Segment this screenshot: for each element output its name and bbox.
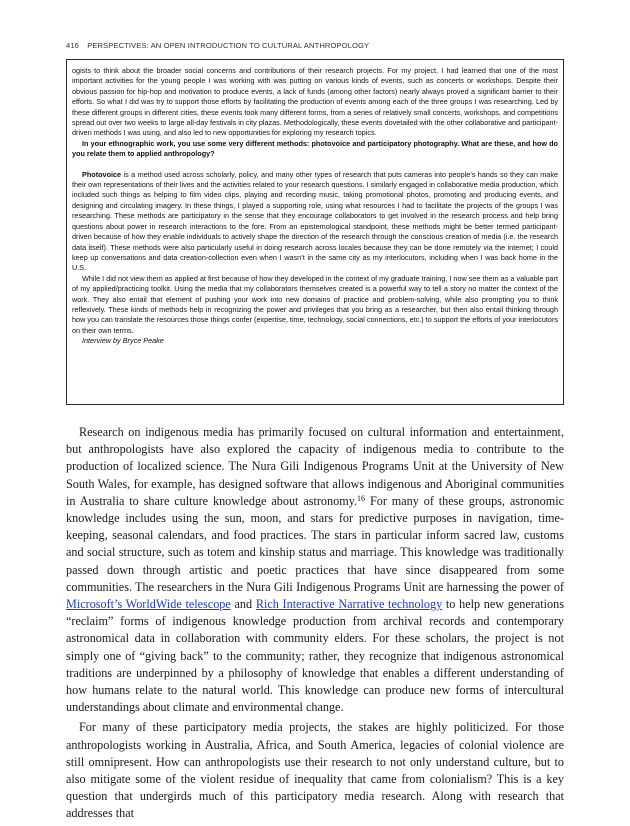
body-text-segment: For many of these groups, astronomic knowledge includes using the sun, moon, and stars for predictive purposes in navigation, time-keeping, seasonal calendars, and food practices. The stars in particular inform sacred law, customs and social structure, such as totem and kinship status and marriage. This knowledge was traditionally passed down through artistic and poetic practices that have since disappeared from some communities. The researchers in the Nura Gili Indigenous Programs Unit are harnessing the power of [66,493,564,594]
body-paragraph-2: For many of these participatory media projects, the stakes are highly politicized. For those anthropologists working in Australia, Africa, and South America, legacies of colonial violence are still omnipresent. How can anthropologists use their research to not only understand culture, but to also mitigate some of the violent residue of inequality that came from colonialism? This is a key question that undergirds much of this participatory media research. Along with research that addresses that [66,720,564,821]
page-number: 416 [66,41,79,50]
interview-question: In your ethnographic work, you use some very different methods: photovoice and participatory photography. What are these, and how do you relate them to applied anthropology? [72,138,558,159]
main-body-text [66,424,564,826]
running-head [66,41,369,50]
body-paragraph-1 [66,424,564,716]
rich-interactive-narrative-link[interactable]: Rich Interactive Narrative technology [255,597,443,612]
body-text-segment: to help new generations “reclaim” forms of indigenous knowledge production from archival records and contemporary astronomical data in collaboration with community elders. For these scholars, the project is not simply one of “giving back” to the community; rather, they recognize that indigenous astronomical traditions are underpinned by a philosophy of knowledge that enables a different understanding of how humans relate to the natural world. This knowledge can produce new forms of intercultural understandings about climate and environmental change. [66,597,564,715]
interview-signoff: Interview by Bryce Peake [82,336,164,346]
interview-answer [72,170,558,274]
worldwide-telescope-link[interactable]: Microsoft’s WorldWide telescope [66,597,231,612]
interview-paragraph: ogists to think about the broader social concerns and contributions of their research projects. For my project, I had learned that one of the most important activities for the young people I was working with was putting on various kinds of events, such as concerts or workshops. Despite their obvious passion for hip-hop and motivation to produce events, a lack of funds (among other factors) nearly always proved a significant barrier to their efforts. So what I did was try to support those efforts by facilitating the production of events among each of the three groups I was researching. Led by these different groups in different cities, these events took many different forms, from a series of relatively small concerts, workshops, and competitions spread out over two weeks to large all-day festivals in city plazas. Methodologically, these events dovetailed with the other collaborative and participant-driven methods I was using, and also led to new opportunities for exploring my research topics. [72,66,558,138]
answer-text: is a method used across scholarly, policy, and many other types of research that puts cameras into people’s hands so they can make their own representations of their lives and the activities related to your research questions. I similarly engaged in collaborative media production, which included such things as helping to film video clips, playing and recording music, taking promotional photos, promoting and producing events, and designing and circulating imagery. In these things, I played a supporting role, using what resources I had to facilitate the projects of the groups I was researching. These methods are participatory in the sense that they encourage collaborators to get involved in the research process and help bring questions about power in research interactions to the fore. From an epistemological standpoint, these methods might be better termed participant-driven because of how they enable individuals to actively shape the direction of the research through the conscious creation of media (i.e. the research data itself). These methods were also particularly useful in doing research across locales because they can be done remotely via the internet; I could keep up conversations and data creation-collection even when I wasn’t in the same city as my interlocutors, including when I was back home in the U.S. [72,169,558,273]
interview-answer-continued: While I did not view them as applied at first because of how they developed in the context of my graduate training, I now see them as a valuable part of my applied/practicing toolkit. Using the media that my collaborators themselves created is a powerful way to tell a story no matter the context of the work. They also entail that element of pushing your work into new domains of practice and problem-solving, while also prompting you to think reflexively. These kinds of methods help in recognizing the power and privileges that you bring as a researcher, but then also entail thinking through how you can translate the resources those things confer (expertise, time, technology, social connections, etc.) to support the efforts of your interlocutors on their own terms. [72,273,558,335]
interview-box [66,59,564,405]
answer-term: Photovoice [82,169,122,179]
body-text-segment: Research on indigenous media has primarily focused on cultural information and entertainment, but anthropologists have also explored the capacity of indigenous media to contribute to the production of localized science. The Nura Gili Indigenous Programs Unit at the University of New South Wales, for example, has designed software that allows indigenous and Aboriginal communities in Australia to share culture knowledge about astronomy. [66,425,564,508]
body-text-segment: and [230,597,256,612]
footnote-ref[interactable]: 16 [357,493,366,503]
book-title: PERSPECTIVES: AN OPEN INTRODUCTION TO CULTURAL ANTHROPOLOGY [87,41,370,50]
